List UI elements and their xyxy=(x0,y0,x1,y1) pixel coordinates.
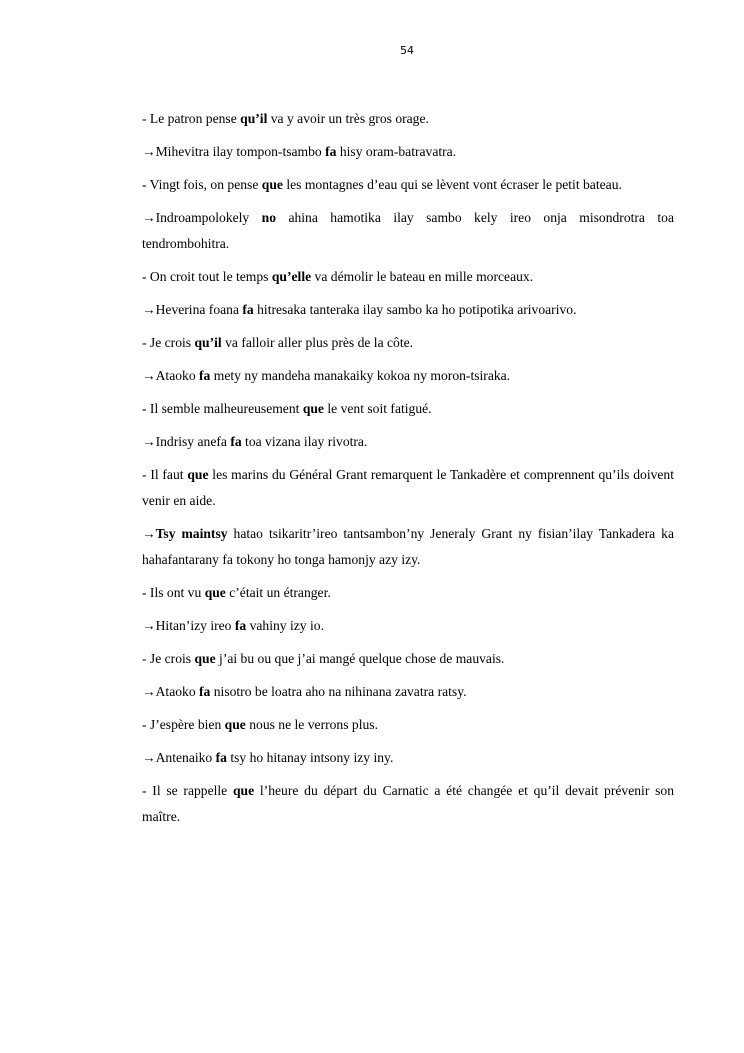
paragraph xyxy=(142,679,674,705)
paragraph xyxy=(142,462,674,514)
text-segment: l’heure du départ du Carnatic a été changée et qu’il devait prévenir son maître. xyxy=(142,783,674,824)
text-segment: →Indroampolokely xyxy=(142,210,262,225)
text-segment: - On croit tout le temps xyxy=(142,269,272,284)
text-segment: hisy oram-batravatra. xyxy=(336,144,457,159)
bold-conjunction: Tsy maintsy xyxy=(155,526,228,541)
document-body xyxy=(142,106,674,830)
bold-conjunction: que xyxy=(302,401,324,416)
bold-conjunction: qu’elle xyxy=(271,269,312,284)
text-segment: →Ataoko xyxy=(142,368,200,383)
paragraph xyxy=(142,521,674,573)
paragraph xyxy=(142,172,674,198)
paragraph xyxy=(142,330,674,356)
text-segment: va démolir le bateau en mille morceaux. xyxy=(311,269,534,284)
text-segment: c’était un étranger. xyxy=(225,585,331,600)
bold-conjunction: fa xyxy=(325,144,337,159)
text-segment: →Heverina foana xyxy=(142,302,243,317)
text-segment: vahiny izy io. xyxy=(246,618,324,633)
text-segment: toa vizana ilay rivotra. xyxy=(241,434,368,449)
paragraph xyxy=(142,139,674,165)
text-segment: - Vingt fois, on pense xyxy=(142,177,262,192)
text-segment: nisotro be loatra aho na nihinana zavatra ratsy. xyxy=(210,684,467,699)
text-segment: - Ils ont vu xyxy=(142,585,205,600)
paragraph xyxy=(142,646,674,672)
text-segment: →Indrisy anefa xyxy=(142,434,231,449)
text-segment: → xyxy=(142,526,156,541)
text-segment: - Il faut xyxy=(142,467,188,482)
text-segment: - Le patron pense xyxy=(142,111,241,126)
page-number: 54 xyxy=(400,44,414,57)
text-segment: hatao tsikaritr’ireo tantsambon’ny Jeneraly Grant ny fisian’ilay Tankadera ka hahafantarany fa tokony ho tonga hamonjy azy izy. xyxy=(142,526,674,567)
text-segment: le vent soit fatigué. xyxy=(323,401,432,416)
text-segment: j’ai bu ou que j’ai mangé quelque chose de mauvais. xyxy=(215,651,505,666)
text-segment: →Ataoko xyxy=(142,684,200,699)
paragraph xyxy=(142,613,674,639)
bold-conjunction: que xyxy=(187,467,209,482)
text-segment: les marins du Général Grant remarquent le Tankadère et comprennent qu’ils doivent venir en aide. xyxy=(142,467,674,508)
text-segment: - Il semble malheureusement xyxy=(142,401,303,416)
bold-conjunction: no xyxy=(261,210,277,225)
paragraph xyxy=(142,745,674,771)
text-segment: - Je crois xyxy=(142,335,195,350)
paragraph xyxy=(142,712,674,738)
text-segment: →Mihevitra ilay tompon-tsambo xyxy=(142,144,326,159)
text-segment: tsy ho hitanay intsony izy iny. xyxy=(226,750,394,765)
text-segment: - J’espère bien xyxy=(142,717,225,732)
bold-conjunction: fa xyxy=(234,618,247,633)
paragraph xyxy=(142,297,674,323)
paragraph xyxy=(142,264,674,290)
text-segment: - Je crois xyxy=(142,651,195,666)
bold-conjunction: que xyxy=(261,177,283,192)
text-segment: nous ne le verrons plus. xyxy=(245,717,378,732)
text-segment: ahina hamotika ilay sambo kely ireo onja misondrotra toa tendrombohitra. xyxy=(142,210,674,251)
bold-conjunction: fa xyxy=(215,750,227,765)
text-segment: va y avoir un très gros orage. xyxy=(267,111,429,126)
paragraph xyxy=(142,396,674,422)
bold-conjunction: que xyxy=(224,717,246,732)
bold-conjunction: fa xyxy=(242,302,254,317)
bold-conjunction: que xyxy=(204,585,226,600)
paragraph xyxy=(142,363,674,389)
bold-conjunction: que xyxy=(232,783,255,798)
text-segment: →Antenaiko xyxy=(142,750,216,765)
bold-conjunction: qu’il xyxy=(194,335,222,350)
text-segment: hitresaka tanteraka ilay sambo ka ho potipotika arivoarivo. xyxy=(253,302,577,317)
paragraph xyxy=(142,205,674,257)
text-segment: va falloir aller plus près de la côte. xyxy=(221,335,414,350)
paragraph xyxy=(142,580,674,606)
paragraph xyxy=(142,429,674,455)
text-segment: les montagnes d’eau qui se lèvent vont écraser le petit bateau. xyxy=(282,177,622,192)
text-segment: →Hitan’izy ireo xyxy=(142,618,235,633)
bold-conjunction: fa xyxy=(199,684,211,699)
bold-conjunction: que xyxy=(194,651,216,666)
text-segment: mety ny mandeha manakaiky kokoa ny moron-tsiraka. xyxy=(210,368,511,383)
text-segment: - Il se rappelle xyxy=(142,783,233,798)
bold-conjunction: fa xyxy=(230,434,242,449)
paragraph xyxy=(142,778,674,830)
bold-conjunction: qu’il xyxy=(240,111,268,126)
paragraph xyxy=(142,106,674,132)
bold-conjunction: fa xyxy=(199,368,211,383)
